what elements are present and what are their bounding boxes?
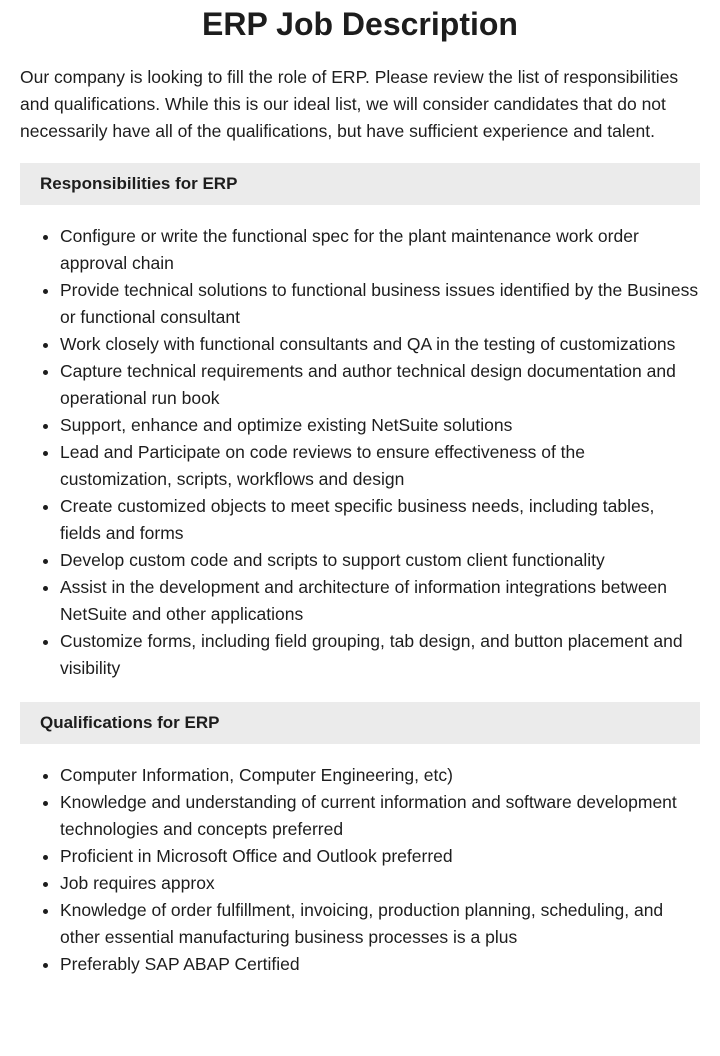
list-item: • Develop custom code and scripts to support custom client functionality bbox=[60, 547, 700, 574]
list-item: • Proficient in Microsoft Office and Outlook preferred bbox=[60, 843, 700, 870]
list-item: • Preferably SAP ABAP Certified bbox=[60, 951, 700, 978]
list-item: • Computer Information, Computer Engineering, etc) bbox=[60, 762, 700, 789]
list-item: • Customize forms, including field grouping, tab design, and button placement and visibility bbox=[60, 628, 700, 682]
qualifications-list bbox=[20, 762, 700, 978]
page-title: ERP Job Description bbox=[202, 6, 518, 42]
list-item: • Job requires approx bbox=[60, 870, 700, 897]
qualifications-heading: Qualifications for ERP bbox=[20, 702, 700, 744]
intro-paragraph: Our company is looking to fill the role of ERP. Please review the list of responsibilities and qualifications. While this is our ideal list, we will consider candidates that do not necessarily have all of the qualifications, but have sufficient experience and talent. bbox=[20, 67, 679, 141]
responsibilities-list bbox=[20, 223, 700, 682]
responsibilities-heading: Responsibilities for ERP bbox=[20, 163, 700, 205]
list-item: • Create customized objects to meet specific business needs, including tables, fields and forms bbox=[60, 493, 700, 547]
list-item: • Configure or write the functional spec for the plant maintenance work order approval chain bbox=[60, 223, 700, 277]
list-item: • Work closely with functional consultants and QA in the testing of customizations bbox=[60, 331, 700, 358]
list-item: • Provide technical solutions to functional business issues identified by the Business or functional consultant bbox=[60, 277, 700, 331]
list-item: • Knowledge and understanding of current information and software development technologies and concepts preferred bbox=[60, 789, 700, 843]
list-item: • Support, enhance and optimize existing NetSuite solutions bbox=[60, 412, 700, 439]
list-item: • Lead and Participate on code reviews to ensure effectiveness of the customization, scripts, workflows and design bbox=[60, 439, 700, 493]
list-item: • Knowledge of order fulfillment, invoicing, production planning, scheduling, and other essential manufacturing business processes is a plus bbox=[60, 897, 700, 951]
list-item: • Assist in the development and architecture of information integrations between NetSuite and other applications bbox=[60, 574, 700, 628]
list-item: • Capture technical requirements and author technical design documentation and operational run book bbox=[60, 358, 700, 412]
